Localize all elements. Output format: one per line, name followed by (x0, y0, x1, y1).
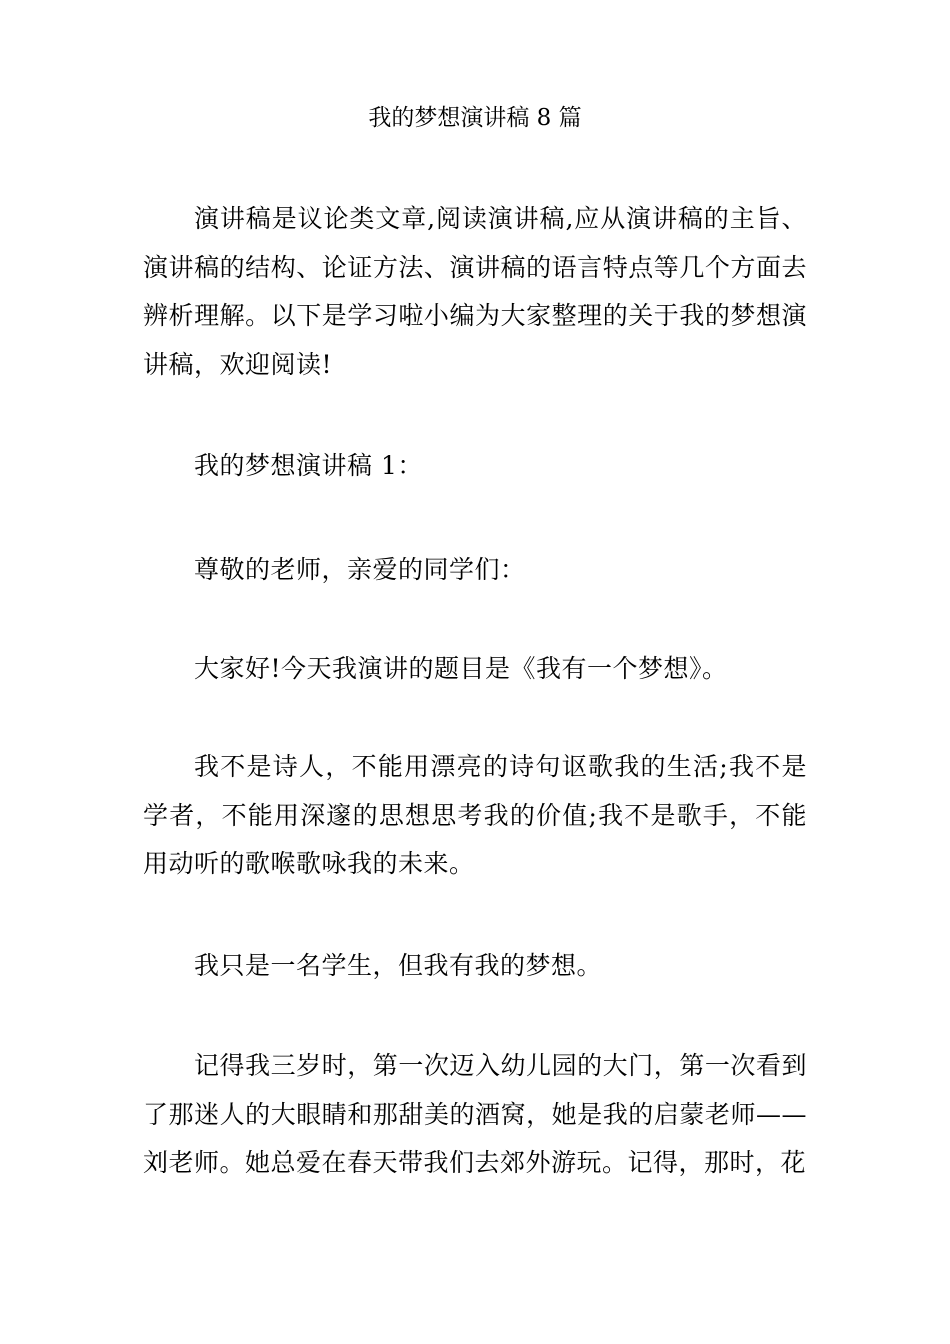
speech-1-heading: 我的梦想演讲稿 1： (194, 451, 423, 480)
body-paragraph: 我不是诗人，不能用漂亮的诗句讴歌我的生活;我不是学者，不能用深邃的思想思考我的价值;我不是歌手，不能用动听的歌喉歌咏我的未来。 (143, 752, 807, 878)
greeting-paragraph: 尊敬的老师，亲爱的同学们： (194, 555, 526, 584)
intro-paragraph: 演讲稿是议论类文章,阅读演讲稿,应从演讲稿的主旨、演讲稿的结构、论证方法、演讲稿的语言特点等几个方面去辨析理解。以下是学习啦小编为大家整理的关于我的梦想演讲稿，欢迎阅读! (143, 204, 807, 379)
body-paragraph: 我只是一名学生，但我有我的梦想。 (194, 951, 603, 980)
body-paragraph: 记得我三岁时，第一次迈入幼儿园的大门，第一次看到了那迷人的大眼睛和那甜美的酒窝，她是我的启蒙老师——刘老师。她总爱在春天带我们去郊外游玩。记得，那时，花 (143, 1051, 807, 1177)
opening-paragraph: 大家好!今天我演讲的题目是《我有一个梦想》。 (194, 654, 728, 683)
document-title: 我的梦想演讲稿 8 篇 (368, 105, 582, 131)
